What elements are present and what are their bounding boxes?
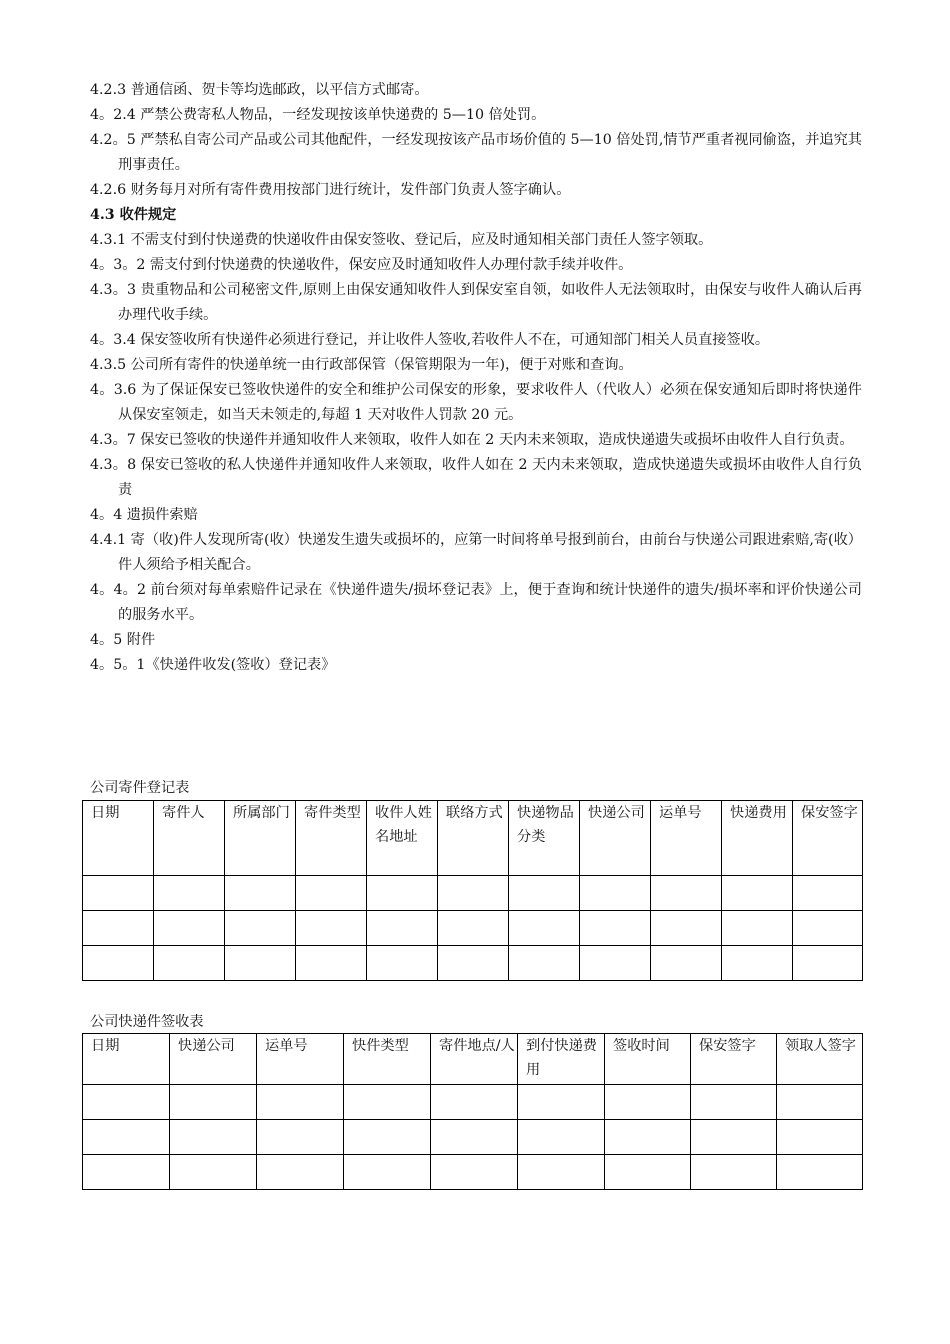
section-heading-4-3: 4.3 收件规定 [90, 207, 177, 223]
table-cell [83, 1155, 170, 1190]
table-cell [344, 1120, 431, 1155]
table-cell [518, 1155, 605, 1190]
header-cell: 所属部门 [225, 801, 296, 876]
table-cell [154, 911, 225, 946]
header-cell: 运单号 [651, 801, 722, 876]
table-cell [225, 911, 296, 946]
table-cell [722, 946, 793, 981]
header-cell: 快递物品分类 [509, 801, 580, 876]
table-header-row [83, 1034, 863, 1085]
table-cell [605, 1155, 691, 1190]
table-cell [154, 876, 225, 911]
table-cell [225, 946, 296, 981]
table2-title: 公司快递件签收表 [90, 1014, 204, 1030]
table-cell [580, 946, 651, 981]
table-row [83, 1120, 863, 1155]
table-cell [691, 1085, 777, 1120]
table-cell [722, 911, 793, 946]
table-cell [777, 1120, 863, 1155]
table-cell [651, 946, 722, 981]
paragraph-4-5-1: 4。5。1《快递件收发(签收）登记表》 [90, 657, 336, 673]
paragraph-4-2-3: 4.2.3 普通信函、贺卡等均选邮政，以平信方式邮寄。 [90, 82, 429, 98]
table-cell [431, 1155, 518, 1190]
paragraph-4-3-2: 4。3。2 需支付到付快递费的快递收件，保安应及时通知收件人办理付款手续并收件。 [90, 257, 633, 273]
paragraph-4-2-6: 4.2.6 财务每月对所有寄件费用按部门进行统计，发件部门负责人签字确认。 [90, 182, 571, 198]
table-row [83, 911, 863, 946]
table-cell [154, 946, 225, 981]
header-cell: 到付快递费用 [518, 1034, 605, 1085]
table-row [83, 946, 863, 981]
table-cell [83, 876, 154, 911]
section-heading-4-5: 4。5 附件 [90, 632, 156, 648]
paragraph-4-3-8: 4.3。8 保安已签收的私人快递件并通知收件人来领取，收件人如在 2 天内未来领取，造成快递遗失或损坏由收件人自行负责 [90, 457, 862, 498]
paragraph-4-2-4: 4。2.4 严禁公费寄私人物品，一经发现按该单快递费的 5—10 倍处罚。 [90, 107, 546, 123]
table-cell [605, 1085, 691, 1120]
paragraph-4-3-3: 4.3。3 贵重物品和公司秘密文件,原则上由保安通知收件人到保安室自领，如收件人无法领取时，由保安与收件人确认后再办理代收手续。 [90, 282, 862, 323]
table-cell [580, 876, 651, 911]
header-cell: 签收时间 [605, 1034, 691, 1085]
header-cell: 日期 [83, 1034, 170, 1085]
table-row [83, 1155, 863, 1190]
table-cell [793, 876, 863, 911]
table-cell [83, 946, 154, 981]
table-cell [438, 911, 509, 946]
table-cell [431, 1120, 518, 1155]
table-cell [518, 1120, 605, 1155]
section-heading-4-4: 4。4 遗损件索赔 [90, 507, 198, 523]
table-cell [83, 1120, 170, 1155]
table-cell [509, 876, 580, 911]
paragraph-4-3-4: 4。3.4 保安签收所有快递件必须进行登记，并让收件人签收,若收件人不在，可通知部门相关人员直接签收。 [90, 332, 770, 348]
header-cell: 收件人姓名地址 [367, 801, 438, 876]
table-cell [793, 946, 863, 981]
table-cell [170, 1120, 257, 1155]
table-cell [605, 1120, 691, 1155]
table-cell [509, 946, 580, 981]
header-cell: 联络方式 [438, 801, 509, 876]
header-cell: 领取人签字 [777, 1034, 863, 1085]
table-cell [431, 1085, 518, 1120]
paragraph-4-3-7: 4.3。7 保安已签收的快递件并通知收件人来领取，收件人如在 2 天内未来领取，造成快递遗失或损坏由收件人自行负责。 [90, 432, 854, 448]
header-cell: 运单号 [257, 1034, 344, 1085]
table-cell [83, 1085, 170, 1120]
express-signoff-table [82, 1033, 863, 1190]
table-cell [438, 946, 509, 981]
table-cell [651, 911, 722, 946]
paragraph-4-2-5: 4.2。5 严禁私自寄公司产品或公司其他配件，一经发现按该产品市场价值的 5—10 倍处罚,情节严重者视同偷盗，并追究其刑事责任。 [90, 132, 862, 173]
header-cell: 快递费用 [722, 801, 793, 876]
table-cell [651, 876, 722, 911]
table-cell [344, 1155, 431, 1190]
table-cell [367, 946, 438, 981]
paragraph-4-3-6: 4。3.6 为了保证保安已签收快递件的安全和维护公司保安的形象，要求收件人（代收人）必须在保安通知后即时将快递件从保安室领走，如当天未领走的,每超 1 天对收件人罚款 20 元。 [90, 382, 862, 423]
table-cell [344, 1085, 431, 1120]
table1-title: 公司寄件登记表 [90, 780, 190, 796]
header-cell: 快递公司 [170, 1034, 257, 1085]
table-cell [367, 911, 438, 946]
table-cell [580, 911, 651, 946]
header-cell: 保安签字 [793, 801, 863, 876]
table-row [83, 876, 863, 911]
table-cell [777, 1085, 863, 1120]
table-cell [225, 876, 296, 911]
table-cell [170, 1085, 257, 1120]
table-cell [438, 876, 509, 911]
table-cell [296, 911, 367, 946]
table-cell [691, 1120, 777, 1155]
table-header-row [83, 801, 863, 876]
table-cell [257, 1155, 344, 1190]
paragraph-4-4-1: 4.4.1 寄（收)件人发现所寄(收）快递发生遗失或损坏的，应第一时间将单号报到前台，由前台与快递公司跟进索赔,寄(收）件人须给予相关配合。 [90, 532, 862, 573]
table-cell [367, 876, 438, 911]
header-cell: 快件类型 [344, 1034, 431, 1085]
header-cell: 寄件类型 [296, 801, 367, 876]
paragraph-4-3-5: 4.3.5 公司所有寄件的快递单统一由行政部保管（保管期限为一年)，便于对账和查询。 [90, 357, 633, 373]
table-cell [170, 1155, 257, 1190]
table-cell [83, 911, 154, 946]
table-cell [257, 1120, 344, 1155]
table-cell [257, 1085, 344, 1120]
table-cell [722, 876, 793, 911]
header-cell: 寄件地点/人 [431, 1034, 518, 1085]
paragraph-4-4-2: 4。4。2 前台须对每单索赔件记录在《快递件遗失/损坏登记表》上，便于查询和统计快递件的遗失/损坏率和评价快递公司的服务水平。 [90, 582, 862, 623]
table-cell [793, 911, 863, 946]
paragraph-4-3-1: 4.3.1 不需支付到付快递费的快递收件由保安签收、登记后，应及时通知相关部门责任人签字领取。 [90, 232, 713, 248]
header-cell: 快递公司 [580, 801, 651, 876]
table-cell [296, 946, 367, 981]
table-cell [691, 1155, 777, 1190]
header-cell: 保安签字 [691, 1034, 777, 1085]
header-cell: 日期 [83, 801, 154, 876]
header-cell: 寄件人 [154, 801, 225, 876]
table-row [83, 1085, 863, 1120]
table-cell [296, 876, 367, 911]
table-cell [777, 1155, 863, 1190]
document-body [90, 78, 862, 678]
table-cell [518, 1085, 605, 1120]
mail-registration-table [82, 800, 863, 981]
table-cell [509, 911, 580, 946]
